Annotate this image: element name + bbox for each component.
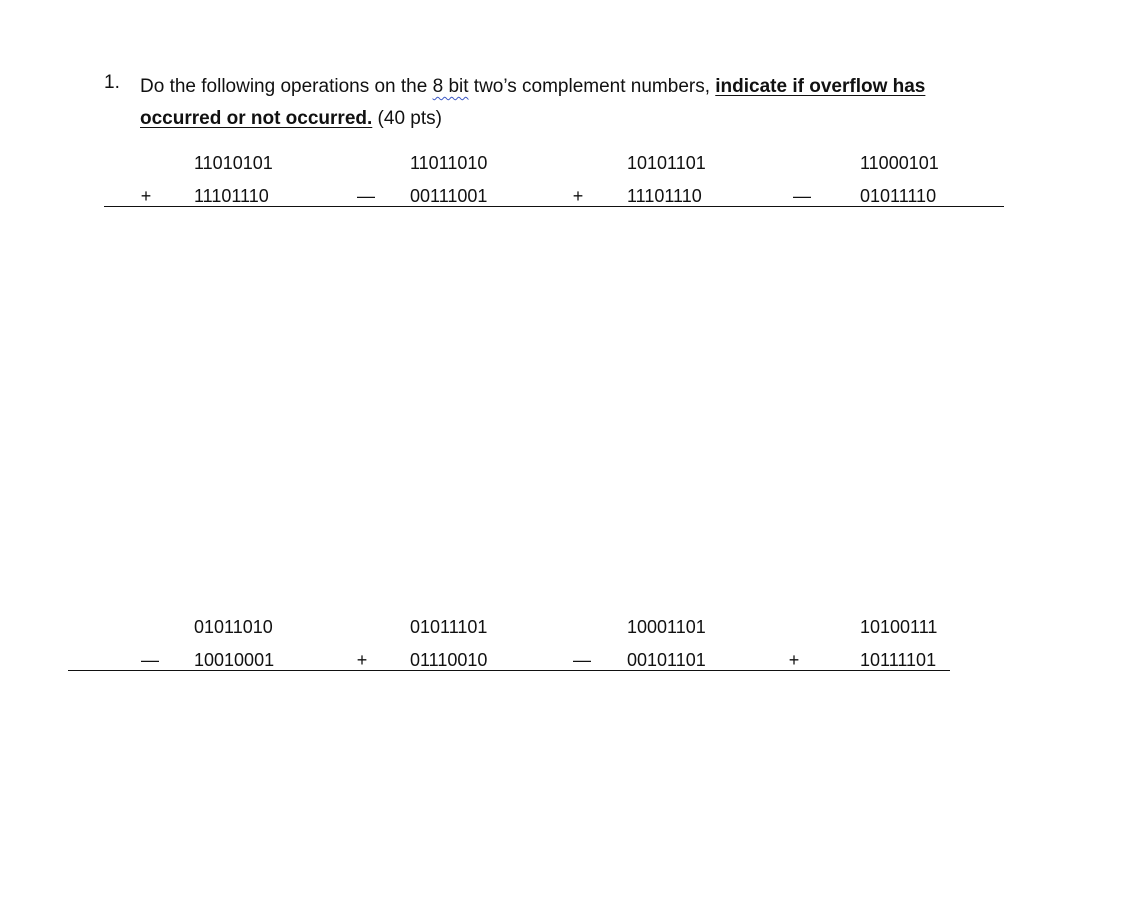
problem-row-2	[0, 616, 1138, 696]
problem-4-top-number: 11000101	[860, 153, 939, 173]
question-number: 1.	[104, 72, 120, 93]
problem-3-top-number: 10101101	[627, 153, 706, 173]
answer-line-row-1	[104, 206, 1004, 207]
problem-1-operator: +	[140, 186, 152, 206]
problem-3-bottom-number: 11101110	[627, 186, 702, 206]
problem-5-operator: —	[141, 650, 159, 670]
problem-6-bottom-number: 01110010	[410, 650, 488, 670]
problem-8-bottom-number: 10111101	[860, 650, 937, 670]
problem-1-top-number: 11010101	[194, 153, 273, 173]
problem-5-bottom-number: 10010001	[194, 650, 275, 670]
answer-line-row-2	[68, 670, 950, 671]
question-text-part3: (40 pts)	[372, 108, 442, 129]
question-text-spellword: 8 bit	[432, 76, 469, 97]
problem-8-operator: +	[788, 650, 800, 670]
problem-7-operator: —	[573, 650, 591, 670]
problem-2-operator: —	[357, 186, 375, 206]
problem-5-top-number: 01011010	[194, 617, 273, 637]
problem-7-top-number: 10001101	[627, 617, 706, 637]
problem-4-bottom-number: 01011110	[860, 186, 937, 206]
question-text	[140, 71, 1000, 135]
problem-7-bottom-number: 00101101	[627, 650, 706, 670]
problem-6-operator: +	[356, 650, 368, 670]
question-text-part1: Do the following operations on the	[140, 76, 433, 97]
problem-4-operator: —	[793, 186, 811, 206]
question-text-emphasis: indicate if overflow has occurred or not occurred.	[140, 76, 926, 129]
problem-2-bottom-number: 00111001	[410, 186, 488, 206]
problem-3-operator: +	[572, 186, 584, 206]
question-text-part2: two’s complement numbers,	[468, 76, 716, 97]
problem-2-top-number: 11011010	[410, 153, 488, 173]
problem-6-top-number: 01011101	[410, 617, 488, 637]
problem-1-bottom-number: 11101110	[194, 186, 269, 206]
problem-8-top-number: 10100111	[860, 617, 938, 637]
problem-row-1	[0, 152, 1138, 232]
